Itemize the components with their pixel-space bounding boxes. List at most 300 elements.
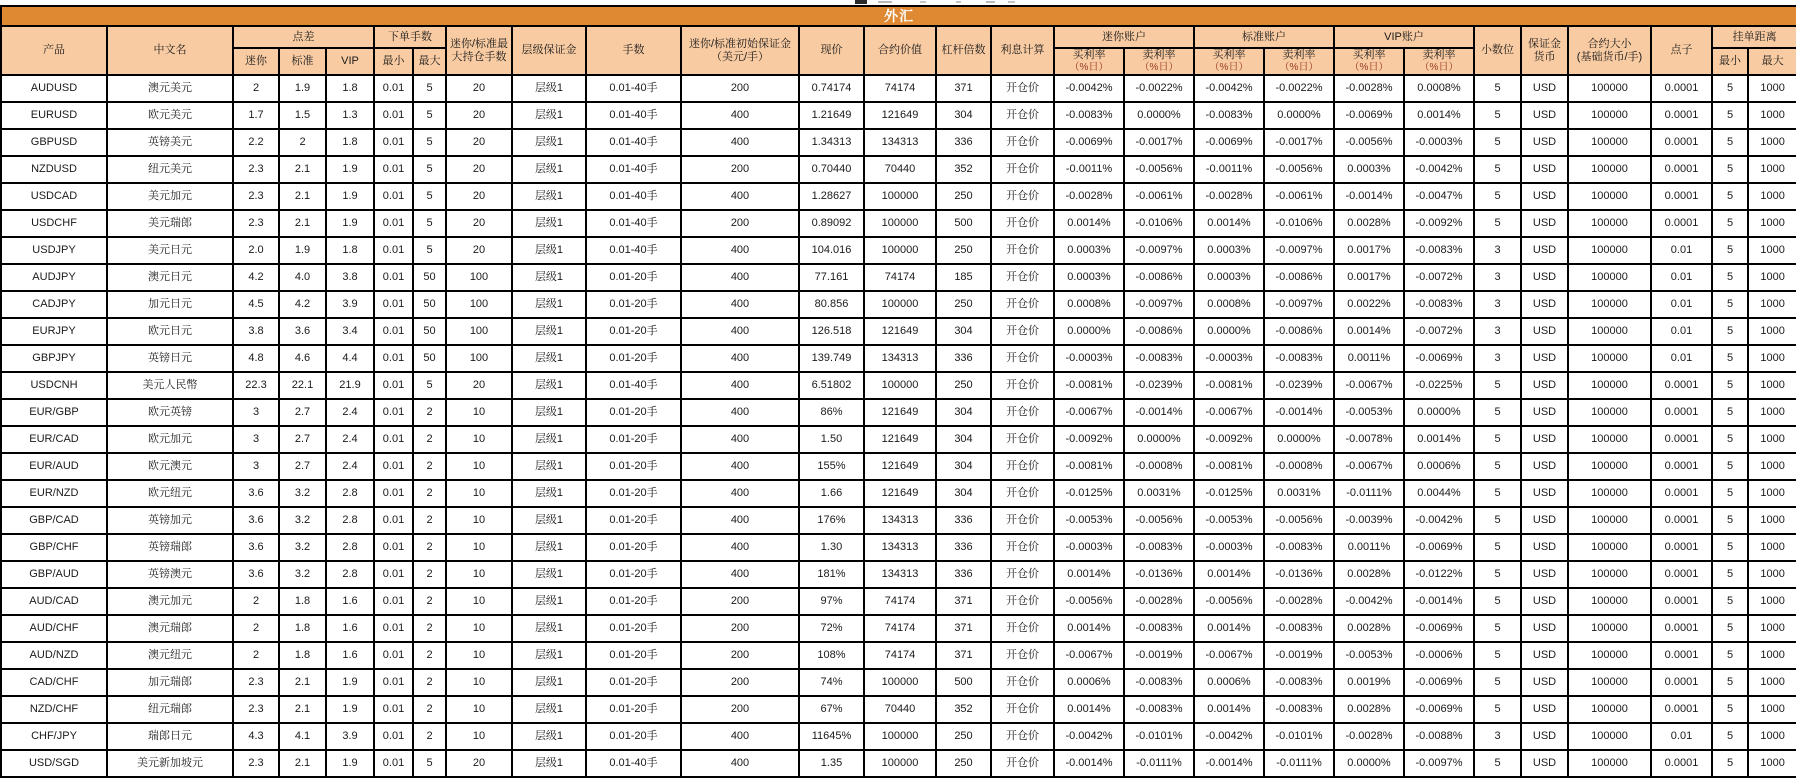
cell-interest-calc: 开仓价 (991, 750, 1054, 777)
cell-spread-vip: 2.8 (326, 480, 374, 507)
cell-spread-standard: 2.7 (279, 453, 326, 480)
cell-price: 1.30 (799, 534, 864, 561)
cropped-text-fragment (878, 1, 892, 3)
cell-interest-calc: 开仓价 (991, 669, 1054, 696)
cell-spread-vip: 1.9 (326, 750, 374, 777)
cell-spread-standard: 2.7 (279, 399, 326, 426)
cell-contract-size: 100000 (1568, 642, 1651, 669)
cell-interest-calc: 开仓价 (991, 399, 1054, 426)
cell-max-position: 20 (446, 210, 512, 237)
cell-order-min: 0.01 (374, 480, 413, 507)
cell-standard-buy-rate: 0.0014% (1194, 696, 1264, 723)
col-header-order-max: 最大 (413, 48, 446, 75)
cell-vip-sell-rate: -0.0122% (1404, 561, 1474, 588)
cell-point: 0.0001 (1651, 426, 1712, 453)
cell-price: 104.016 (799, 237, 864, 264)
cell-margin-currency: USD (1521, 507, 1568, 534)
cell-pending-min: 5 (1712, 372, 1748, 399)
cell-contract-value: 121649 (864, 426, 936, 453)
cell-leverage: 304 (936, 318, 991, 345)
cell-spread-mini: 3.6 (233, 480, 279, 507)
cell-contract-value: 74174 (864, 615, 936, 642)
cell-order-min: 0.01 (374, 75, 413, 102)
cell-cn-name: 英镑瑞郎 (107, 534, 233, 561)
cell-initial-margin: 400 (681, 426, 799, 453)
cell-initial-margin: 400 (681, 129, 799, 156)
cell-tier-margin: 层级1 (512, 723, 586, 750)
cell-standard-sell-rate: -0.0022% (1264, 75, 1334, 102)
cropped-logo-fragment (855, 0, 867, 4)
table-row (1, 615, 1796, 642)
cell-vip-sell-rate: -0.0003% (1404, 129, 1474, 156)
cell-vip-sell-rate: 0.0000% (1404, 399, 1474, 426)
cell-pending-max: 1000 (1748, 129, 1796, 156)
cell-interest-calc: 开仓价 (991, 561, 1054, 588)
col-group-vip-account: VIP账户 (1334, 26, 1474, 48)
cell-decimals: 3 (1474, 345, 1521, 372)
cell-max-position: 10 (446, 534, 512, 561)
cell-order-min: 0.01 (374, 372, 413, 399)
cell-spread-standard: 1.9 (279, 237, 326, 264)
cell-contract-size: 100000 (1568, 399, 1651, 426)
cell-standard-sell-rate: -0.0061% (1264, 183, 1334, 210)
cell-contract-size: 100000 (1568, 696, 1651, 723)
cell-spread-standard: 1.8 (279, 615, 326, 642)
cell-spread-vip: 2.4 (326, 426, 374, 453)
cell-interest-calc: 开仓价 (991, 426, 1054, 453)
table-row (1, 426, 1796, 453)
cell-standard-sell-rate: -0.0083% (1264, 534, 1334, 561)
cell-point: 0.0001 (1651, 507, 1712, 534)
cell-vip-sell-rate: -0.0225% (1404, 372, 1474, 399)
cell-price: 11645% (799, 723, 864, 750)
cell-spread-mini: 2.3 (233, 750, 279, 777)
cell-standard-buy-rate: -0.0042% (1194, 723, 1264, 750)
cell-point: 0.0001 (1651, 696, 1712, 723)
cell-standard-buy-rate: 0.0000% (1194, 318, 1264, 345)
cell-vip-sell-rate: -0.0069% (1404, 669, 1474, 696)
table-row (1, 669, 1796, 696)
cell-vip-sell-rate: -0.0006% (1404, 642, 1474, 669)
cell-product: AUD/NZD (1, 642, 107, 669)
col-header-point: 点子 (1651, 26, 1712, 75)
cell-spread-mini: 2.3 (233, 183, 279, 210)
cell-mini-sell-rate: -0.0083% (1124, 534, 1194, 561)
cell-spread-standard: 3.2 (279, 561, 326, 588)
cell-contract-size: 100000 (1568, 534, 1651, 561)
cell-cn-name: 欧元加元 (107, 426, 233, 453)
cell-order-min: 0.01 (374, 561, 413, 588)
cell-lots-range: 0.01-20手 (586, 291, 681, 318)
cell-spread-standard: 1.9 (279, 75, 326, 102)
cell-point: 0.01 (1651, 318, 1712, 345)
cell-decimals: 5 (1474, 210, 1521, 237)
cell-pending-min: 5 (1712, 426, 1748, 453)
cell-lots-range: 0.01-40手 (586, 129, 681, 156)
cell-vip-buy-rate: -0.0067% (1334, 372, 1404, 399)
cell-contract-value: 74174 (864, 588, 936, 615)
cell-price: 108% (799, 642, 864, 669)
cell-spread-vip: 1.6 (326, 588, 374, 615)
cell-pending-max: 1000 (1748, 426, 1796, 453)
cell-pending-max: 1000 (1748, 291, 1796, 318)
cell-interest-calc: 开仓价 (991, 534, 1054, 561)
table-row (1, 642, 1796, 669)
cell-pending-min: 5 (1712, 399, 1748, 426)
cell-product: EUR/GBP (1, 399, 107, 426)
cell-product: EURUSD (1, 102, 107, 129)
cell-tier-margin: 层级1 (512, 507, 586, 534)
cell-point: 0.0001 (1651, 480, 1712, 507)
cell-decimals: 5 (1474, 372, 1521, 399)
cell-contract-value: 121649 (864, 399, 936, 426)
cell-leverage: 336 (936, 534, 991, 561)
cell-max-position: 100 (446, 345, 512, 372)
cell-margin-currency: USD (1521, 399, 1568, 426)
cell-order-min: 0.01 (374, 129, 413, 156)
cell-spread-mini: 1.7 (233, 102, 279, 129)
cell-lots-range: 0.01-40手 (586, 210, 681, 237)
cell-vip-sell-rate: 0.0014% (1404, 426, 1474, 453)
cell-spread-mini: 2.2 (233, 129, 279, 156)
cell-price: 0.70440 (799, 156, 864, 183)
cell-pending-max: 1000 (1748, 345, 1796, 372)
cell-vip-sell-rate: -0.0069% (1404, 696, 1474, 723)
col-header-max-position: 迷你/标准最大持仓手数 (446, 26, 512, 75)
cell-order-min: 0.01 (374, 588, 413, 615)
cell-max-position: 20 (446, 75, 512, 102)
cell-standard-buy-rate: 0.0006% (1194, 669, 1264, 696)
cell-standard-buy-rate: -0.0125% (1194, 480, 1264, 507)
cell-order-max: 5 (413, 372, 446, 399)
cell-vip-buy-rate: -0.0053% (1334, 399, 1404, 426)
cell-leverage: 371 (936, 588, 991, 615)
cell-tier-margin: 层级1 (512, 210, 586, 237)
cell-contract-value: 134313 (864, 129, 936, 156)
cell-leverage: 304 (936, 480, 991, 507)
cell-mini-sell-rate: -0.0106% (1124, 210, 1194, 237)
cell-tier-margin: 层级1 (512, 102, 586, 129)
cell-pending-max: 1000 (1748, 156, 1796, 183)
cell-contract-size: 100000 (1568, 210, 1651, 237)
cell-product: USDJPY (1, 237, 107, 264)
cell-contract-value: 134313 (864, 561, 936, 588)
cell-decimals: 5 (1474, 480, 1521, 507)
cell-initial-margin: 400 (681, 750, 799, 777)
cell-mini-sell-rate: -0.0083% (1124, 696, 1194, 723)
cell-price: 1.50 (799, 426, 864, 453)
cell-decimals: 3 (1474, 291, 1521, 318)
cell-margin-currency: USD (1521, 75, 1568, 102)
cell-order-min: 0.01 (374, 156, 413, 183)
cell-tier-margin: 层级1 (512, 426, 586, 453)
cell-mini-sell-rate: -0.0022% (1124, 75, 1194, 102)
cell-point: 0.01 (1651, 723, 1712, 750)
cell-spread-vip: 1.9 (326, 156, 374, 183)
cell-mini-buy-rate: -0.0067% (1054, 642, 1124, 669)
cell-price: 155% (799, 453, 864, 480)
cell-vip-buy-rate: -0.0078% (1334, 426, 1404, 453)
cell-price: 97% (799, 588, 864, 615)
cell-spread-mini: 2.0 (233, 237, 279, 264)
cell-initial-margin: 200 (681, 210, 799, 237)
cell-standard-sell-rate: -0.0083% (1264, 615, 1334, 642)
cell-pending-min: 5 (1712, 75, 1748, 102)
cell-interest-calc: 开仓价 (991, 75, 1054, 102)
cell-spread-standard: 1.8 (279, 642, 326, 669)
cell-max-position: 10 (446, 561, 512, 588)
cell-lots-range: 0.01-20手 (586, 723, 681, 750)
cell-interest-calc: 开仓价 (991, 588, 1054, 615)
cell-contract-size: 100000 (1568, 453, 1651, 480)
cell-spread-mini: 2.3 (233, 696, 279, 723)
cell-spread-vip: 1.8 (326, 75, 374, 102)
cell-cn-name: 纽元美元 (107, 156, 233, 183)
cell-order-max: 5 (413, 156, 446, 183)
cell-cn-name: 加元日元 (107, 291, 233, 318)
cell-spread-standard: 4.0 (279, 264, 326, 291)
cell-standard-sell-rate: 0.0031% (1264, 480, 1334, 507)
cell-interest-calc: 开仓价 (991, 210, 1054, 237)
cell-margin-currency: USD (1521, 750, 1568, 777)
cell-spread-mini: 2.3 (233, 210, 279, 237)
cell-cn-name: 美元人民幣 (107, 372, 233, 399)
cell-vip-sell-rate: -0.0069% (1404, 534, 1474, 561)
cell-order-max: 2 (413, 480, 446, 507)
cell-order-max: 5 (413, 129, 446, 156)
cell-initial-margin: 400 (681, 453, 799, 480)
cell-max-position: 10 (446, 399, 512, 426)
cell-lots-range: 0.01-40手 (586, 75, 681, 102)
cell-margin-currency: USD (1521, 588, 1568, 615)
cell-interest-calc: 开仓价 (991, 264, 1054, 291)
cell-leverage: 304 (936, 453, 991, 480)
cell-vip-sell-rate: -0.0092% (1404, 210, 1474, 237)
cell-pending-min: 5 (1712, 156, 1748, 183)
cell-spread-standard: 2.1 (279, 210, 326, 237)
cell-max-position: 10 (446, 507, 512, 534)
cell-pending-min: 5 (1712, 588, 1748, 615)
cell-margin-currency: USD (1521, 696, 1568, 723)
col-header-pending-max: 最大 (1748, 48, 1796, 75)
cell-interest-calc: 开仓价 (991, 183, 1054, 210)
cell-vip-buy-rate: 0.0003% (1334, 156, 1404, 183)
cell-interest-calc: 开仓价 (991, 696, 1054, 723)
cell-spread-standard: 1.5 (279, 102, 326, 129)
cell-contract-size: 100000 (1568, 129, 1651, 156)
cell-cn-name: 美元新加坡元 (107, 750, 233, 777)
cell-price: 181% (799, 561, 864, 588)
cell-point: 0.01 (1651, 264, 1712, 291)
cell-order-max: 5 (413, 183, 446, 210)
cell-leverage: 304 (936, 102, 991, 129)
cell-interest-calc: 开仓价 (991, 507, 1054, 534)
cell-order-max: 2 (413, 561, 446, 588)
col-header-pending-min: 最小 (1712, 48, 1748, 75)
col-header-cn-name: 中文名 (107, 26, 233, 75)
cell-spread-mini: 4.8 (233, 345, 279, 372)
cell-standard-sell-rate: -0.0136% (1264, 561, 1334, 588)
cell-pending-max: 1000 (1748, 372, 1796, 399)
cell-vip-sell-rate: -0.0083% (1404, 291, 1474, 318)
cell-product: USDCNH (1, 372, 107, 399)
cell-contract-size: 100000 (1568, 669, 1651, 696)
cell-tier-margin: 层级1 (512, 372, 586, 399)
cell-interest-calc: 开仓价 (991, 723, 1054, 750)
cell-standard-sell-rate: 0.0000% (1264, 426, 1334, 453)
cell-margin-currency: USD (1521, 156, 1568, 183)
cell-spread-standard: 3.2 (279, 507, 326, 534)
table-row (1, 588, 1796, 615)
cell-mini-buy-rate: -0.0125% (1054, 480, 1124, 507)
cell-cn-name: 美元日元 (107, 237, 233, 264)
cell-point: 0.0001 (1651, 372, 1712, 399)
cell-order-max: 2 (413, 426, 446, 453)
cell-standard-buy-rate: -0.0003% (1194, 534, 1264, 561)
cell-max-position: 10 (446, 723, 512, 750)
cell-contract-value: 121649 (864, 453, 936, 480)
cell-vip-buy-rate: -0.0053% (1334, 642, 1404, 669)
cell-margin-currency: USD (1521, 210, 1568, 237)
cell-tier-margin: 层级1 (512, 399, 586, 426)
cell-spread-standard: 2.1 (279, 696, 326, 723)
cell-order-min: 0.01 (374, 453, 413, 480)
cell-spread-standard: 4.2 (279, 291, 326, 318)
cell-spread-standard: 2.7 (279, 426, 326, 453)
cell-tier-margin: 层级1 (512, 669, 586, 696)
cell-leverage: 185 (936, 264, 991, 291)
cell-mini-buy-rate: -0.0056% (1054, 588, 1124, 615)
cell-contract-value: 121649 (864, 480, 936, 507)
cell-order-max: 5 (413, 210, 446, 237)
cell-interest-calc: 开仓价 (991, 291, 1054, 318)
cell-pending-max: 1000 (1748, 75, 1796, 102)
cell-pending-max: 1000 (1748, 183, 1796, 210)
cell-cn-name: 欧元澳元 (107, 453, 233, 480)
cell-mini-sell-rate: -0.0086% (1124, 318, 1194, 345)
cell-spread-mini: 3 (233, 453, 279, 480)
cell-mini-buy-rate: -0.0003% (1054, 534, 1124, 561)
cell-mini-buy-rate: -0.0083% (1054, 102, 1124, 129)
cell-pending-min: 5 (1712, 318, 1748, 345)
cell-order-min: 0.01 (374, 399, 413, 426)
cell-tier-margin: 层级1 (512, 534, 586, 561)
cell-vip-sell-rate: -0.0097% (1404, 750, 1474, 777)
cell-contract-size: 100000 (1568, 480, 1651, 507)
cell-spread-standard: 2.1 (279, 750, 326, 777)
cell-pending-min: 5 (1712, 210, 1748, 237)
cell-interest-calc: 开仓价 (991, 480, 1054, 507)
col-group-order-lots: 下单手数 (374, 26, 446, 48)
table-row (1, 723, 1796, 750)
cell-spread-vip: 1.6 (326, 615, 374, 642)
cell-lots-range: 0.01-20手 (586, 588, 681, 615)
table-row (1, 75, 1796, 102)
cell-lots-range: 0.01-20手 (586, 561, 681, 588)
cell-contract-size: 100000 (1568, 156, 1651, 183)
cell-max-position: 20 (446, 102, 512, 129)
cell-contract-size: 100000 (1568, 291, 1651, 318)
cell-tier-margin: 层级1 (512, 480, 586, 507)
table-row (1, 129, 1796, 156)
cell-point: 0.0001 (1651, 534, 1712, 561)
cell-lots-range: 0.01-40手 (586, 156, 681, 183)
cell-margin-currency: USD (1521, 291, 1568, 318)
cell-spread-vip: 2.8 (326, 534, 374, 561)
cell-point: 0.0001 (1651, 156, 1712, 183)
cell-decimals: 5 (1474, 75, 1521, 102)
cell-product: USDCAD (1, 183, 107, 210)
cell-contract-size: 100000 (1568, 588, 1651, 615)
cell-standard-sell-rate: -0.0111% (1264, 750, 1334, 777)
cell-product: AUD/CHF (1, 615, 107, 642)
cell-initial-margin: 400 (681, 102, 799, 129)
cell-vip-buy-rate: 0.0017% (1334, 237, 1404, 264)
cell-mini-sell-rate: 0.0000% (1124, 102, 1194, 129)
cell-vip-buy-rate: 0.0011% (1334, 534, 1404, 561)
cell-standard-buy-rate: -0.0028% (1194, 183, 1264, 210)
cell-interest-calc: 开仓价 (991, 237, 1054, 264)
table-row (1, 534, 1796, 561)
cell-lots-range: 0.01-20手 (586, 318, 681, 345)
cell-margin-currency: USD (1521, 318, 1568, 345)
cell-tier-margin: 层级1 (512, 75, 586, 102)
cell-max-position: 20 (446, 156, 512, 183)
col-group-spread: 点差 (233, 26, 374, 48)
cell-standard-buy-rate: -0.0011% (1194, 156, 1264, 183)
cell-standard-buy-rate: 0.0014% (1194, 210, 1264, 237)
col-header-vip-sell-rate: 卖利率 （%日） (1404, 48, 1474, 75)
cell-decimals: 5 (1474, 399, 1521, 426)
cell-max-position: 20 (446, 750, 512, 777)
col-header-lots: 手数 (586, 26, 681, 75)
cell-mini-buy-rate: -0.0067% (1054, 399, 1124, 426)
cell-standard-buy-rate: 0.0003% (1194, 237, 1264, 264)
cell-pending-min: 5 (1712, 237, 1748, 264)
cell-point: 0.0001 (1651, 102, 1712, 129)
cell-spread-vip: 3.9 (326, 723, 374, 750)
cell-vip-buy-rate: -0.0028% (1334, 75, 1404, 102)
cell-interest-calc: 开仓价 (991, 453, 1054, 480)
cell-decimals: 5 (1474, 750, 1521, 777)
cell-pending-min: 5 (1712, 750, 1748, 777)
cell-point: 0.0001 (1651, 210, 1712, 237)
cell-lots-range: 0.01-20手 (586, 480, 681, 507)
cell-mini-sell-rate: -0.0014% (1124, 399, 1194, 426)
cell-contract-value: 134313 (864, 345, 936, 372)
cell-contract-value: 100000 (864, 237, 936, 264)
cell-standard-buy-rate: -0.0067% (1194, 642, 1264, 669)
cell-cn-name: 欧元日元 (107, 318, 233, 345)
cell-margin-currency: USD (1521, 723, 1568, 750)
cell-margin-currency: USD (1521, 345, 1568, 372)
cell-mini-buy-rate: 0.0014% (1054, 210, 1124, 237)
cell-margin-currency: USD (1521, 426, 1568, 453)
cell-contract-size: 100000 (1568, 615, 1651, 642)
table-row (1, 696, 1796, 723)
cell-contract-value: 70440 (864, 156, 936, 183)
cell-point: 0.0001 (1651, 669, 1712, 696)
cell-pending-max: 1000 (1748, 210, 1796, 237)
cell-pending-min: 5 (1712, 102, 1748, 129)
cell-vip-sell-rate: -0.0083% (1404, 237, 1474, 264)
cell-vip-sell-rate: -0.0042% (1404, 507, 1474, 534)
col-header-contract-value: 合约价值 (864, 26, 936, 75)
cell-leverage: 371 (936, 642, 991, 669)
cell-spread-mini: 2 (233, 588, 279, 615)
cell-vip-buy-rate: 0.0011% (1334, 345, 1404, 372)
cell-product: EUR/CAD (1, 426, 107, 453)
